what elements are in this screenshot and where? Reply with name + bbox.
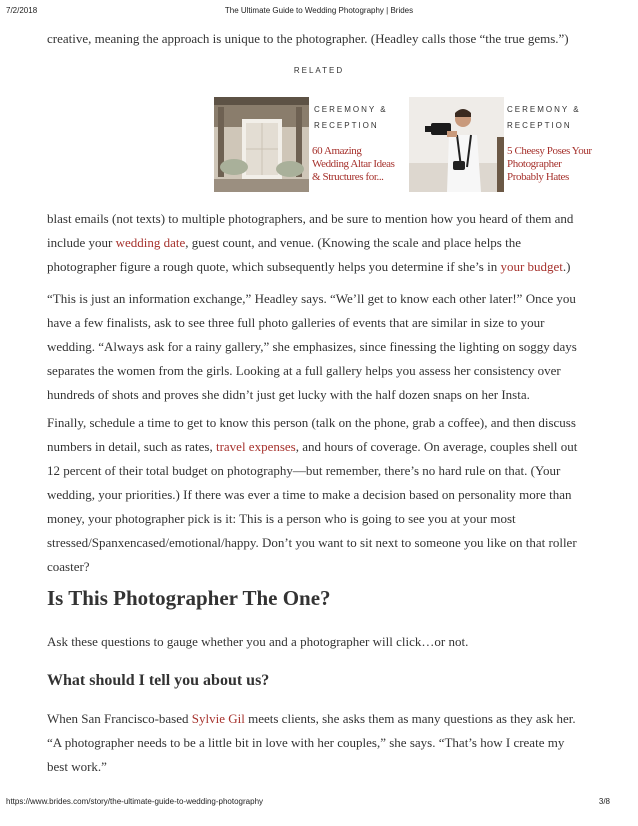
- section-heading: Is This Photographer The One?: [47, 586, 331, 610]
- paragraph-schedule-meeting: Finally, schedule a time to get to know this person (talk on the phone, grab a coffee), and then discuss numbers in detail, such as rates, travel expenses, and hours of coverage. On average, couples shell out 12 percent of their total budget on photography—but remember, there’s no hard rule on that. (Your wedding, your priorities.) If there was ever a time to make a decision based on personality more than money, your photographer pick is it: This is a person who is going to see you at your most stressed/Spanxencased/emotional/happy. Don’t you want to sit next to someone you like on that roller coaster?: [47, 415, 578, 574]
- paragraph-gauge-questions: Ask these questions to gauge whether you and a photographer will click…or not.: [47, 634, 469, 649]
- your-budget-link[interactable]: your budget: [500, 259, 563, 274]
- print-page-number: 3/8: [598, 797, 610, 806]
- travel-expenses-link[interactable]: travel expenses: [215, 439, 296, 454]
- poses-card-title[interactable]: 5 Cheesy Poses Your Photographer Probably Hates: [507, 145, 592, 183]
- poses-thumbnail[interactable]: [409, 97, 504, 192]
- sylvie-gil-link[interactable]: Sylvie Gil: [191, 711, 245, 726]
- poses-category: CEREMONY & RECEPTION: [507, 105, 581, 130]
- wedding-date-link[interactable]: wedding date: [115, 235, 186, 250]
- paragraph-sylvie-gil: When San Francisco-based Sylvie Gil meets clients, she asks them as many questions as they ask her. “A photographer needs to be a little bit in love with her couples,” she says. “That’s how I create my best work.”: [47, 711, 576, 774]
- altar-category: CEREMONY & RECEPTION: [314, 105, 388, 130]
- altar-card-title[interactable]: 60 Amazing Wedding Altar Ideas & Structures for...: [312, 145, 395, 183]
- related-card-poses[interactable]: [409, 97, 609, 192]
- related-card-altar[interactable]: [214, 97, 414, 192]
- altar-thumbnail[interactable]: [214, 97, 309, 192]
- poses-thumbnail-image: [409, 97, 504, 192]
- subsection-heading: What should I tell you about us?: [47, 672, 270, 689]
- intro-fragment: creative, meaning the approach is unique to the photographer. (Headley calls those “the true gems.”): [47, 31, 569, 46]
- print-page-title: The Ultimate Guide to Wedding Photography | Brides: [224, 6, 414, 15]
- print-date: 7/2/2018: [6, 6, 38, 15]
- related-label: RELATED: [293, 66, 345, 75]
- paragraph-information-exchange: “This is just an information exchange,” Headley says. “We’ll get to know each other later!” Once you have a few finalists, ask to see three full photo galleries of events that are similar in size to your wedding. “Always ask for a rainy gallery,” she emphasizes, since finessing the lighting on soggy days separates the women from the girls. Looking at a full gallery helps you assess her consistency over hundreds of shots and proves she didn’t just get lucky with the half dozen snaps on her Insta.: [47, 291, 577, 402]
- altar-thumbnail-image: [214, 97, 309, 192]
- print-url: https://www.brides.com/story/the-ultimate-guide-to-wedding-photography: [6, 797, 264, 806]
- paragraph-contact-photographers: blast emails (not texts) to multiple photographers, and be sure to mention how you heard of them and include your wedding date, guest count, and venue. (Knowing the scale and place helps the photographer figure a rough quote, which subsequently helps you determine if she’s in your budget.): [47, 211, 574, 274]
